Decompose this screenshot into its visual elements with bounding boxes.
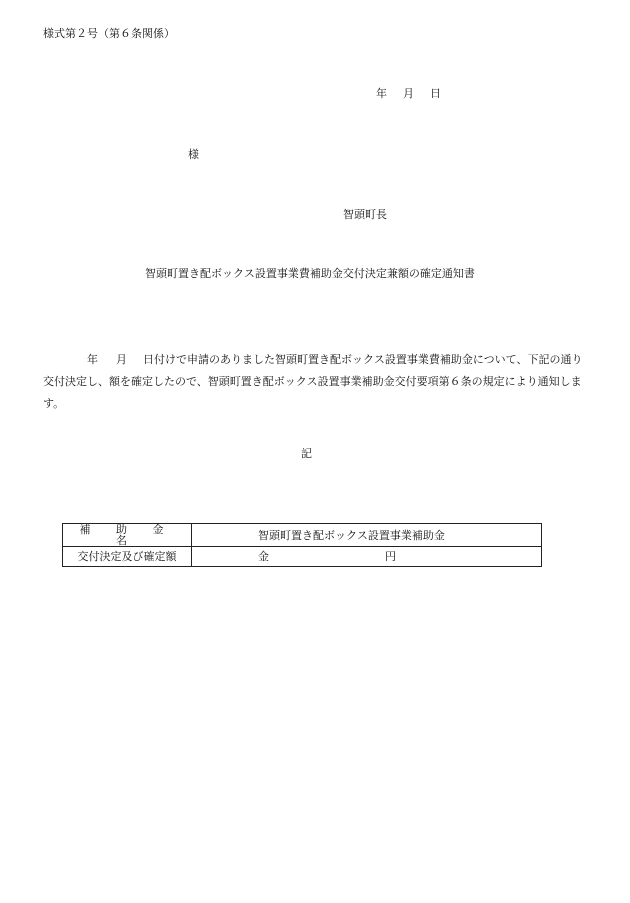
date-year: 年 bbox=[376, 87, 387, 100]
amount-prefix: 金 bbox=[258, 550, 269, 563]
ki-heading: 記 bbox=[301, 447, 312, 460]
document-title: 智頭町置き配ボックス設置事業費補助金交付決定兼額の確定通知書 bbox=[145, 267, 475, 280]
date-line bbox=[376, 88, 441, 99]
issuer: 智頭町長 bbox=[343, 208, 387, 221]
amount-suffix: 円 bbox=[385, 550, 396, 563]
recipient-suffix: 様 bbox=[188, 148, 199, 161]
date-month: 月 bbox=[403, 87, 414, 100]
table-row bbox=[63, 524, 542, 547]
amount-label: 交付決定及び確定額 bbox=[63, 547, 192, 567]
body-paragraph bbox=[43, 349, 589, 415]
table-row bbox=[63, 547, 542, 567]
form-number: 様式第２号（第６条関係） bbox=[43, 27, 175, 40]
subsidy-name-value: 智頭町置き配ボックス設置事業補助金 bbox=[192, 524, 542, 547]
subsidy-name-label: 補 助 金 名 bbox=[63, 524, 192, 547]
body-year: 年 bbox=[87, 353, 98, 366]
body-text: 日付けで申請のありました智頭町置き配ボックス設置事業費補助金について、下記の通り交付決定し、額を確定したので、智頭町置き配ボックス設置事業補助金交付要項第６条の規定により通知します。 bbox=[43, 353, 583, 410]
subsidy-table bbox=[62, 523, 542, 567]
body-month: 月 bbox=[116, 353, 127, 366]
amount-value bbox=[192, 547, 542, 567]
date-day: 日 bbox=[430, 87, 441, 100]
